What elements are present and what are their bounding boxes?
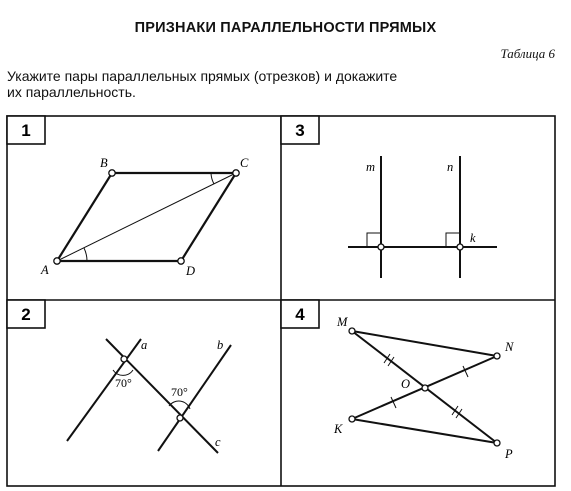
segment-mn [352, 331, 497, 356]
panel-2-number-box [7, 300, 45, 328]
point-p [494, 440, 500, 446]
angle-arc-c [211, 173, 214, 184]
point-d [178, 258, 184, 264]
figure-2-transversal [67, 339, 231, 453]
intersection-b-c [177, 415, 183, 421]
label-k: k [470, 231, 476, 245]
point-b [109, 170, 115, 176]
label-d: D [186, 264, 196, 278]
label-n-point: N [505, 340, 514, 354]
label-line-c: c [215, 435, 221, 449]
task-line-1: Укажите пары параллельных прямых (отрезков) и докажите [7, 68, 398, 84]
point-o [422, 385, 428, 391]
line-a [67, 339, 141, 441]
point-m [349, 328, 355, 334]
panel-3-number-box [281, 116, 319, 144]
label-a: A [41, 263, 49, 277]
panel-4-number-box [281, 300, 319, 328]
label-p-point: P [505, 447, 513, 461]
page-title: ПРИЗНАКИ ПАРАЛЛЕЛЬНОСТИ ПРЯМЫХ [134, 20, 437, 36]
label-c: C [240, 156, 249, 170]
angle-label-2: 70° [171, 385, 188, 399]
figure-3-perpendiculars [348, 156, 497, 278]
angle-arc-a [84, 248, 87, 261]
panel-1-number: 1 [21, 121, 31, 140]
point-a [54, 258, 60, 264]
label-line-a: a [141, 338, 148, 352]
label-n: n [447, 160, 454, 174]
label-m-point: M [337, 315, 348, 329]
panel-1-number-box [7, 116, 45, 144]
label-o-point: O [401, 377, 411, 391]
point-c [233, 170, 239, 176]
point-n [494, 353, 500, 359]
table-label: Таблица 6 [500, 46, 555, 61]
label-m: m [366, 160, 376, 174]
label-k-point: K [334, 422, 343, 436]
label-line-b: b [217, 338, 224, 352]
intersection-n-k [457, 244, 463, 250]
label-b: B [100, 156, 108, 170]
panel-3-number: 3 [295, 121, 305, 140]
intersection-m-k [378, 244, 384, 250]
angle-label-1: 70° [115, 376, 132, 390]
task-line-2: их параллельность. [7, 84, 136, 100]
segment-kp [352, 419, 497, 443]
figure-1-parallelogram [57, 173, 236, 261]
intersection-a-c [121, 356, 127, 362]
panel-2-number: 2 [21, 305, 31, 324]
point-k [349, 416, 355, 422]
panel-4-number: 4 [295, 305, 305, 324]
